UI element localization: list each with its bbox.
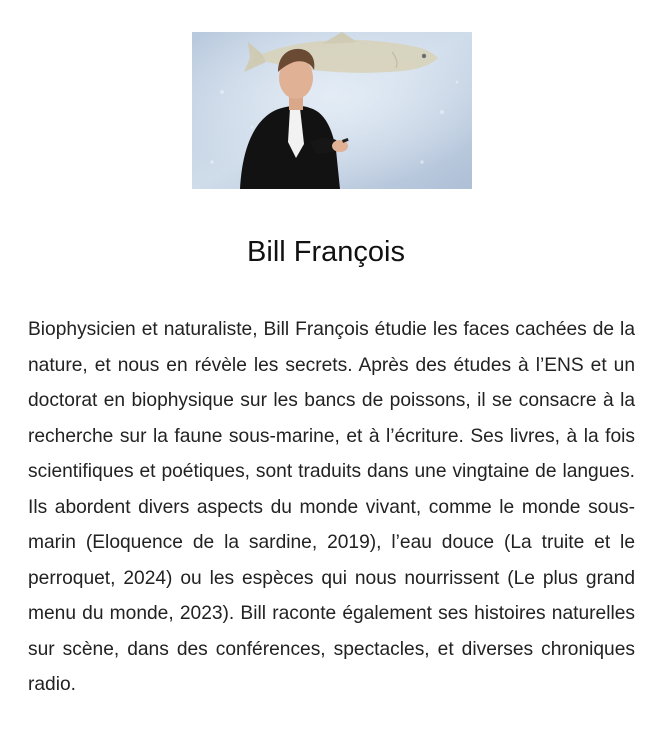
- speaker-photo-illustration: [192, 32, 472, 189]
- speaker-photo: [192, 32, 472, 189]
- biography-paragraph: Biophysicien et naturaliste, Bill François étudie les faces cachées de la nature, et nous en révèle les secrets. Après des études à l’ENS et un doctorat en biophysique sur les bancs de poissons, il se consacre à la recherche sur la faune sous-marine, et à l’écriture. Ses livres, à la fois scientifiques et poétiques, sont traduits dans une vingtaine de langues. Ils abordent divers aspects du monde vivant, comme le monde sous-marin (Eloquence de la sardine, 2019), l’eau douce (La truite et le perroquet, 2024) ou les espèces qui nous nourrissent (Le plus grand menu du monde, 2023). Bill raconte également ses histoires naturelles sur scène, dans des conférences, spectacles, et diverses chroniques radio.: [28, 319, 635, 695]
- person-name: Bill François: [247, 236, 405, 268]
